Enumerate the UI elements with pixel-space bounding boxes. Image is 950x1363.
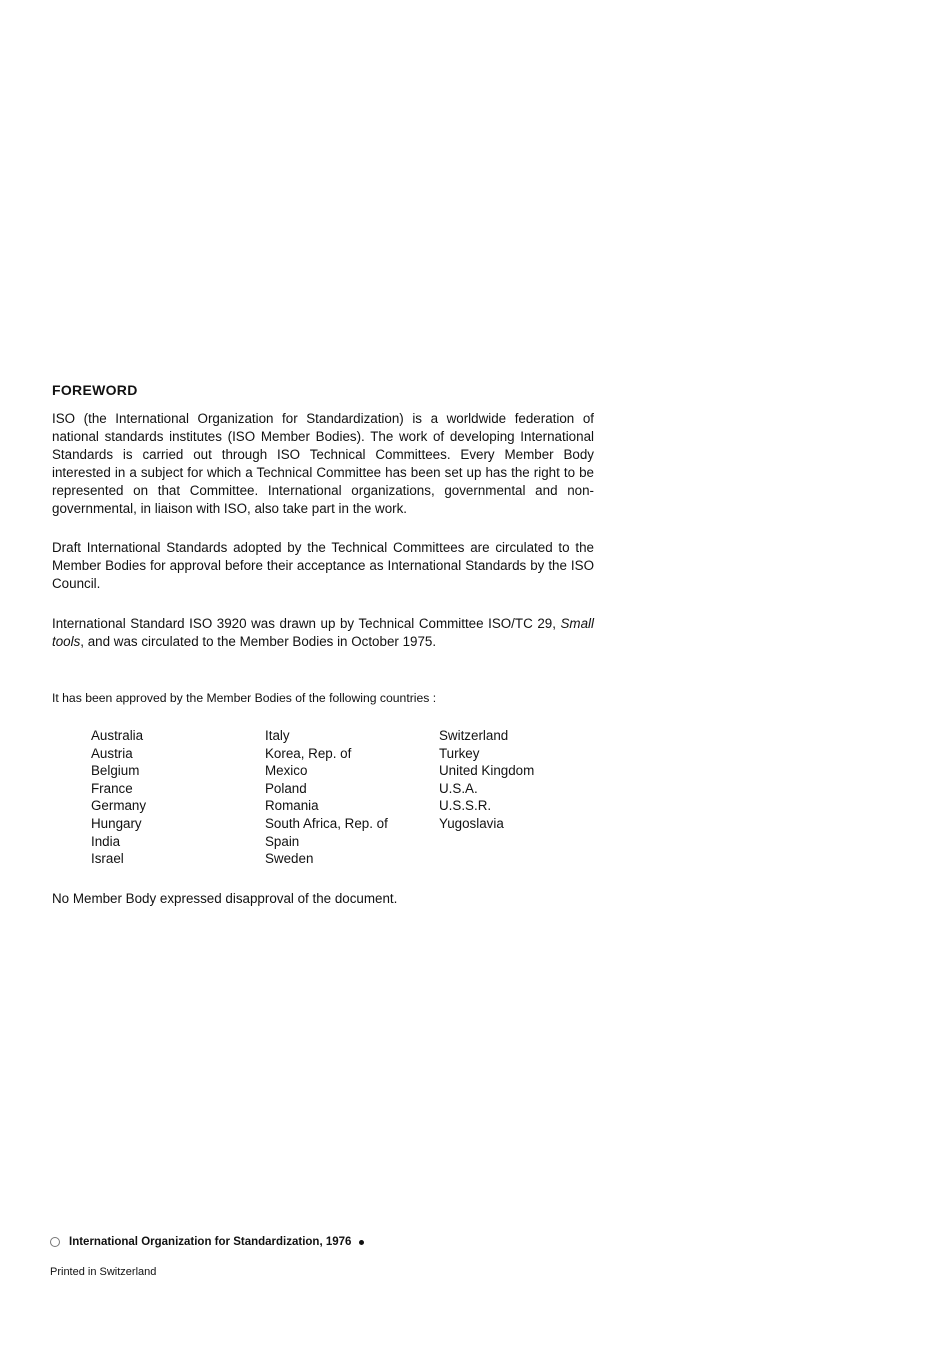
country-item: United Kingdom	[439, 763, 535, 779]
country-item: Sweden	[265, 851, 314, 867]
country-column-1	[91, 727, 265, 868]
country-item: France	[91, 780, 133, 796]
country-item: Romania	[265, 798, 319, 814]
country-column-3	[439, 727, 599, 868]
paragraph-3-text-start: International Standard ISO 3920 was drawn up by Technical Committee ISO/TC 29,	[52, 616, 556, 631]
bullet-icon	[359, 1240, 364, 1245]
country-item: India	[91, 833, 121, 849]
country-item: Austria	[91, 745, 133, 761]
country-item: Poland	[265, 780, 307, 796]
country-item: Yugoslavia	[439, 815, 504, 831]
country-item: Belgium	[91, 763, 140, 779]
country-item: U.S.S.R.	[439, 798, 492, 814]
foreword-paragraph-3	[52, 615, 594, 651]
printed-in-line: Printed in Switzerland	[50, 1266, 157, 1278]
paragraph-3-text-end: , and was circulated to the Member Bodies in October 1975.	[80, 634, 437, 649]
disapproval-statement: No Member Body expressed disapproval of the document.	[52, 891, 398, 906]
country-item: South Africa, Rep. of	[265, 815, 388, 831]
committee-title: Small tools	[52, 616, 594, 649]
country-item: Hungary	[91, 815, 142, 831]
country-item: Switzerland	[439, 728, 509, 743]
country-item: Israel	[91, 851, 124, 867]
country-list	[91, 727, 599, 868]
copyright-line	[50, 1236, 364, 1248]
country-item: Turkey	[439, 745, 480, 761]
country-item: Australia	[91, 728, 144, 743]
copyright-circle-icon	[50, 1237, 60, 1247]
country-item: Korea, Rep. of	[265, 745, 352, 761]
copyright-text: International Organization for Standardization, 1976	[69, 1236, 352, 1248]
country-item: Germany	[91, 798, 147, 814]
foreword-paragraph-2: Draft International Standards adopted by the Technical Committees are circulated to the Member Bodies for approval before their acceptance as International Standards by the ISO Council.	[52, 540, 594, 591]
approval-statement: It has been approved by the Member Bodies of the following countries :	[52, 691, 437, 705]
country-item: Spain	[265, 833, 300, 849]
country-column-2	[265, 727, 439, 868]
country-item: Italy	[265, 728, 290, 743]
foreword-heading: FOREWORD	[52, 382, 138, 398]
foreword-paragraph-1: ISO (the International Organization for Standardization) is a worldwide federation of national standards institutes (ISO Member Bodies). The work of developing International Standards is carried out through ISO Technical Committees. Every Member Body interested in a subject for which a Technical Committee has been set up has the right to be represented on that Committee. International organizations, governmental and non-governmental, in liaison with ISO, also take part in the work.	[52, 411, 594, 516]
country-item: U.S.A.	[439, 780, 478, 796]
country-item: Mexico	[265, 763, 308, 779]
